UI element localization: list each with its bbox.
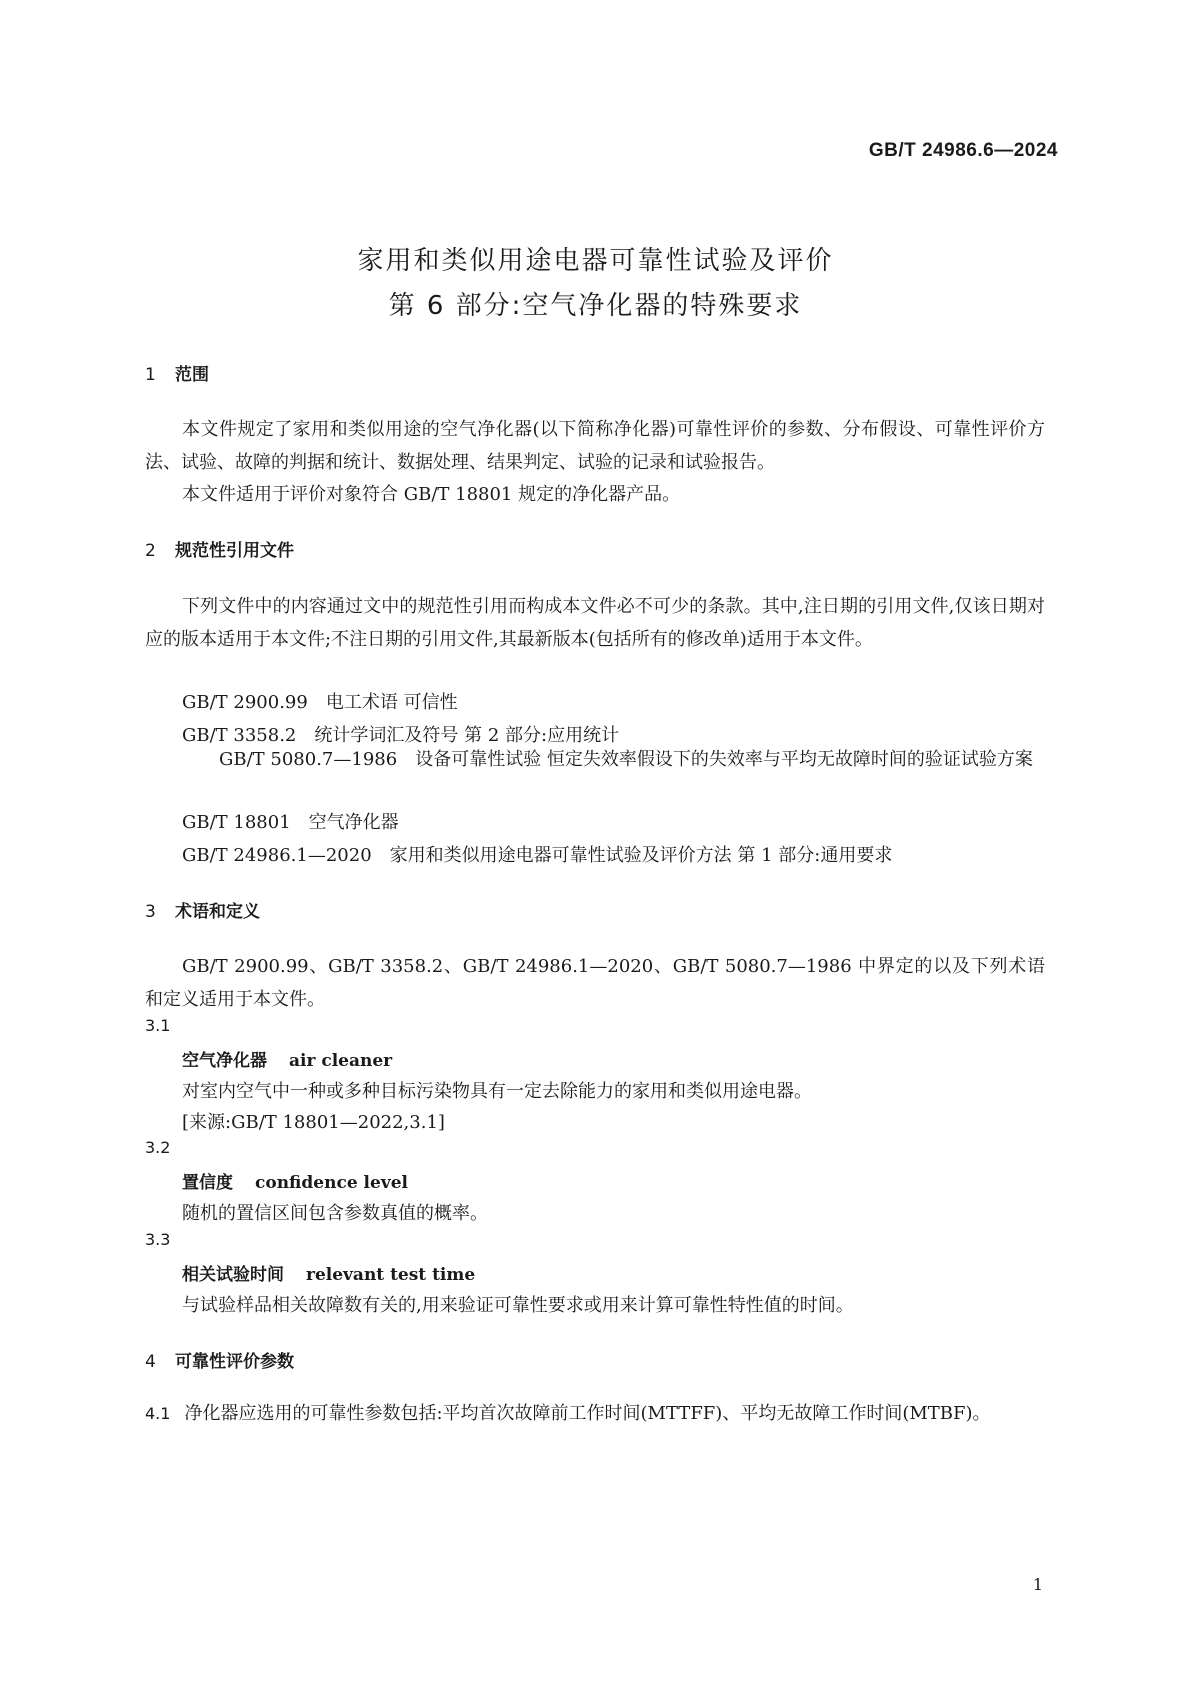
clause-text: 净化器应选用的可靠性参数包括:平均首次故障前工作时间(MTTFF)、平均无故障工作时间(MTBF)。 [184,1403,991,1424]
page-number: 1 [1032,1575,1043,1594]
section-1-paragraph-1: 本文件规定了家用和类似用途的空气净化器(以下简称净化器)可靠性评价的参数、分布假设、可靠性评价方法、试验、故障的判据和统计、数据处理、结果判定、试验的记录和试验报告。 [145,419,1045,473]
reference-code: GB/T 3358.2 [182,725,297,746]
reference-code: GB/T 18801 [182,812,291,833]
term-chinese: 相关试验时间 [182,1265,284,1285]
term-definition: 与试验样品相关故障数有关的,用来验证可靠性要求或用来计算可靠性特性值的时间。 [182,1295,854,1316]
reference-code: GB/T 2900.99 [182,692,308,713]
term-entry [182,1260,475,1285]
section-number: 4 [145,1352,156,1372]
section-number: 1 [145,365,156,385]
term-chinese: 置信度 [182,1173,233,1193]
document-title-line1: 家用和类似用途电器可靠性试验及评价 [357,246,834,276]
section-3-heading [145,897,260,922]
term-number: 3.1 [145,1016,171,1035]
term-number: 3.2 [145,1138,171,1157]
standard-code: GB/T 24986.6—2024 [868,140,1058,161]
reference-title: 家用和类似用途电器可靠性试验及评价方法 第 1 部分:通用要求 [389,845,893,866]
reference-title: 统计学词汇及符号 第 2 部分:应用统计 [314,725,620,746]
section-title: 可靠性评价参数 [175,1352,294,1372]
section-1-heading [145,360,209,385]
reference-title: 空气净化器 [308,812,399,833]
reference-item [182,808,399,834]
section-title: 规范性引用文件 [175,541,294,561]
term-english: confidence level [255,1173,408,1193]
section-2-heading [145,536,294,561]
reference-item [145,743,1045,776]
term-number: 3.3 [145,1230,171,1249]
section-number: 3 [145,902,156,922]
document-title-line2: 第 6 部分:空气净化器的特殊要求 [388,291,803,321]
section-title: 术语和定义 [175,902,260,922]
clause-4-1 [145,1397,1045,1430]
reference-code: GB/T 5080.7—1986 [219,749,398,770]
section-title: 范围 [175,365,209,385]
reference-title: 电工术语 可信性 [325,692,458,713]
reference-code: GB/T 24986.1—2020 [182,845,372,866]
reference-item [182,688,458,714]
reference-item [182,841,892,867]
term-definition: 随机的置信区间包含参数真值的概率。 [182,1203,488,1224]
section-4-heading [145,1347,294,1372]
term-chinese: 空气净化器 [182,1051,267,1071]
section-3-intro: GB/T 2900.99、GB/T 3358.2、GB/T 24986.1—2020、GB/T 5080.7—1986 中界定的以及下列术语和定义适用于本文件。 [145,956,1045,1010]
clause-number: 4.1 [145,1404,171,1423]
term-source: [来源:GB/T 18801—2022,3.1] [182,1112,445,1133]
section-number: 2 [145,541,156,561]
term-entry [182,1168,408,1193]
term-definition: 对室内空气中一种或多种目标污染物具有一定去除能力的家用和类似用途电器。 [182,1081,812,1102]
term-entry [182,1046,392,1071]
reference-title: 设备可靠性试验 恒定失效率假设下的失效率与平均无故障时间的验证试验方案 [415,749,1033,770]
section-1-paragraph-2: 本文件适用于评价对象符合 GB/T 18801 规定的净化器产品。 [182,484,681,505]
term-english: relevant test time [306,1265,476,1285]
term-english: air cleaner [289,1051,393,1071]
section-2-intro: 下列文件中的内容通过文中的规范性引用而构成本文件必不可少的条款。其中,注日期的引用文件,仅该日期对应的版本适用于本文件;不注日期的引用文件,其最新版本(包括所有的修改单)适用于本文件。 [145,596,1045,650]
